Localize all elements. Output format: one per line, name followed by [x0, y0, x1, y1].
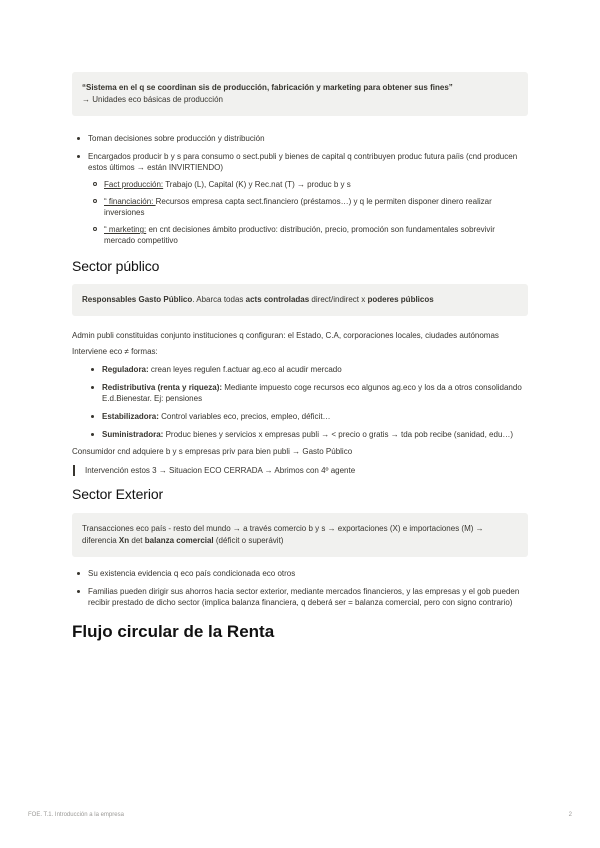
list-item-text: Su existencia evidencia q eco país condicionada eco otros: [88, 569, 296, 578]
callout-bold: poderes públicos: [367, 295, 434, 304]
sublist-item: [88, 224, 528, 246]
transacciones-callout: [72, 513, 528, 557]
callout-bold: acts controladas: [245, 295, 310, 304]
empresa-list: [72, 133, 528, 246]
list-item: [72, 586, 528, 608]
definition-callout: [72, 72, 528, 116]
callout-bold: balanza comercial: [144, 536, 214, 545]
document-page: [72, 72, 528, 642]
sublist-item-label: “ marketing:: [104, 225, 147, 234]
definition-quote: “Sistema en el q se coordinan sis de producción, fabricación y marketing para obtener sus fines”: [82, 83, 453, 92]
list-item-label: Estabilizadora:: [102, 412, 159, 421]
list-item-text: Mediante impuesto coge recursos eco algunos ag.eco y los da a otros consolidando E.d.Bienestar. Ej: pensiones: [102, 383, 522, 403]
heading-sector-publico: Sector público: [72, 258, 160, 274]
list-item-text: crean leyes regulen f.actuar ag.eco al acudir mercado: [148, 365, 342, 374]
sublist-item-label: Fact producción:: [104, 180, 164, 189]
sublist-item: [88, 179, 528, 190]
list-item-label: Redistributiva (renta y riqueza):: [102, 383, 223, 392]
list-item-label: Reguladora:: [102, 365, 149, 374]
heading-flujo-circular: Flujo circular de la Renta: [72, 622, 275, 641]
sublist-item-text: en cnt decisiones ámbito productivo: distribución, precio, promoción son fundamentales sobrevivir mercado competitivo: [104, 225, 495, 245]
sublist-item-text: Recursos empresa capta sect.financiero (préstamos…) y q le permiten disponer dinero realizar inversiones: [104, 197, 492, 217]
paragraph-consumidor: Consumidor cnd adquiere b y s empresas priv para bien publi → Gasto Público: [72, 447, 353, 456]
definition-subline: → Unidades eco básicas de producción: [82, 95, 223, 104]
list-item: [72, 151, 528, 246]
page-footer: [28, 812, 572, 818]
list-item-text: Encargados producir b y s para consumo o sect.publi y bienes de capital q contribuyen produc futura paíis (cnd producen estos últimos → están INVIRTIENDO): [88, 152, 518, 172]
paragraph-interviene: Interviene eco ≠ formas:: [72, 347, 158, 356]
sublist-item-text: Trabajo (L), Capital (K) y Rec.nat (T) → produc b y s: [163, 180, 351, 189]
callout-text: . Abarca todas: [192, 295, 246, 304]
gasto-publico-callout: [72, 284, 528, 316]
sublist-item-label: “ financiación:: [104, 197, 156, 206]
list-item: [86, 411, 528, 422]
formas-list: [72, 364, 528, 440]
exterior-list: [72, 568, 528, 608]
list-item: [72, 568, 528, 579]
quote-intervencion: [73, 465, 528, 476]
list-item: [86, 382, 528, 404]
callout-bold: Responsables Gasto Público: [82, 295, 193, 304]
empresa-sublist: [88, 179, 528, 246]
page-number: 2: [568, 812, 572, 818]
quote-text: Intervención estos 3 → Situacion ECO CERRADA → Abrimos con 4º agente: [85, 466, 356, 475]
list-item-text: Control variables eco, precios, empleo, déficit…: [158, 412, 331, 421]
list-item-text: Produc bienes y servicios x empresas publi → < precio o gratis → tda pob recibe (sanidad, edu…): [163, 430, 514, 439]
list-item-label: Suministradora:: [102, 430, 164, 439]
footer-title: FOE. T.1. Introducción a la empresa: [28, 812, 124, 818]
list-item-text: Familias pueden dirigir sus ahorros hacia sector exterior, mediante mercados financieros, y las empresas y el gob pueden recibir prestado de dicho sector (implica balanza financiera, q deberá ser = balanza comercial, pero con signo contrario): [88, 587, 520, 607]
list-item: [72, 133, 528, 144]
sublist-item: [88, 196, 528, 218]
paragraph-admin: Admin publi constituidas conjunto instituciones q configuran: el Estado, C.A, corporaciones locales, ciudades autónomas: [72, 331, 499, 340]
callout-bold: Xn: [118, 536, 130, 545]
list-item: [86, 429, 528, 440]
callout-text: (déficit o superávit): [213, 536, 284, 545]
callout-text: Transacciones eco país - resto del mundo → a través comercio b y s → exportaciones (X) e importaciones (M) → diferencia: [82, 524, 484, 545]
callout-text: det: [129, 536, 145, 545]
list-item-text: Toman decisiones sobre producción y distribución: [88, 134, 265, 143]
heading-sector-exterior: Sector Exterior: [72, 486, 164, 502]
list-item: [86, 364, 528, 375]
callout-text: direct/indirect x: [309, 295, 368, 304]
